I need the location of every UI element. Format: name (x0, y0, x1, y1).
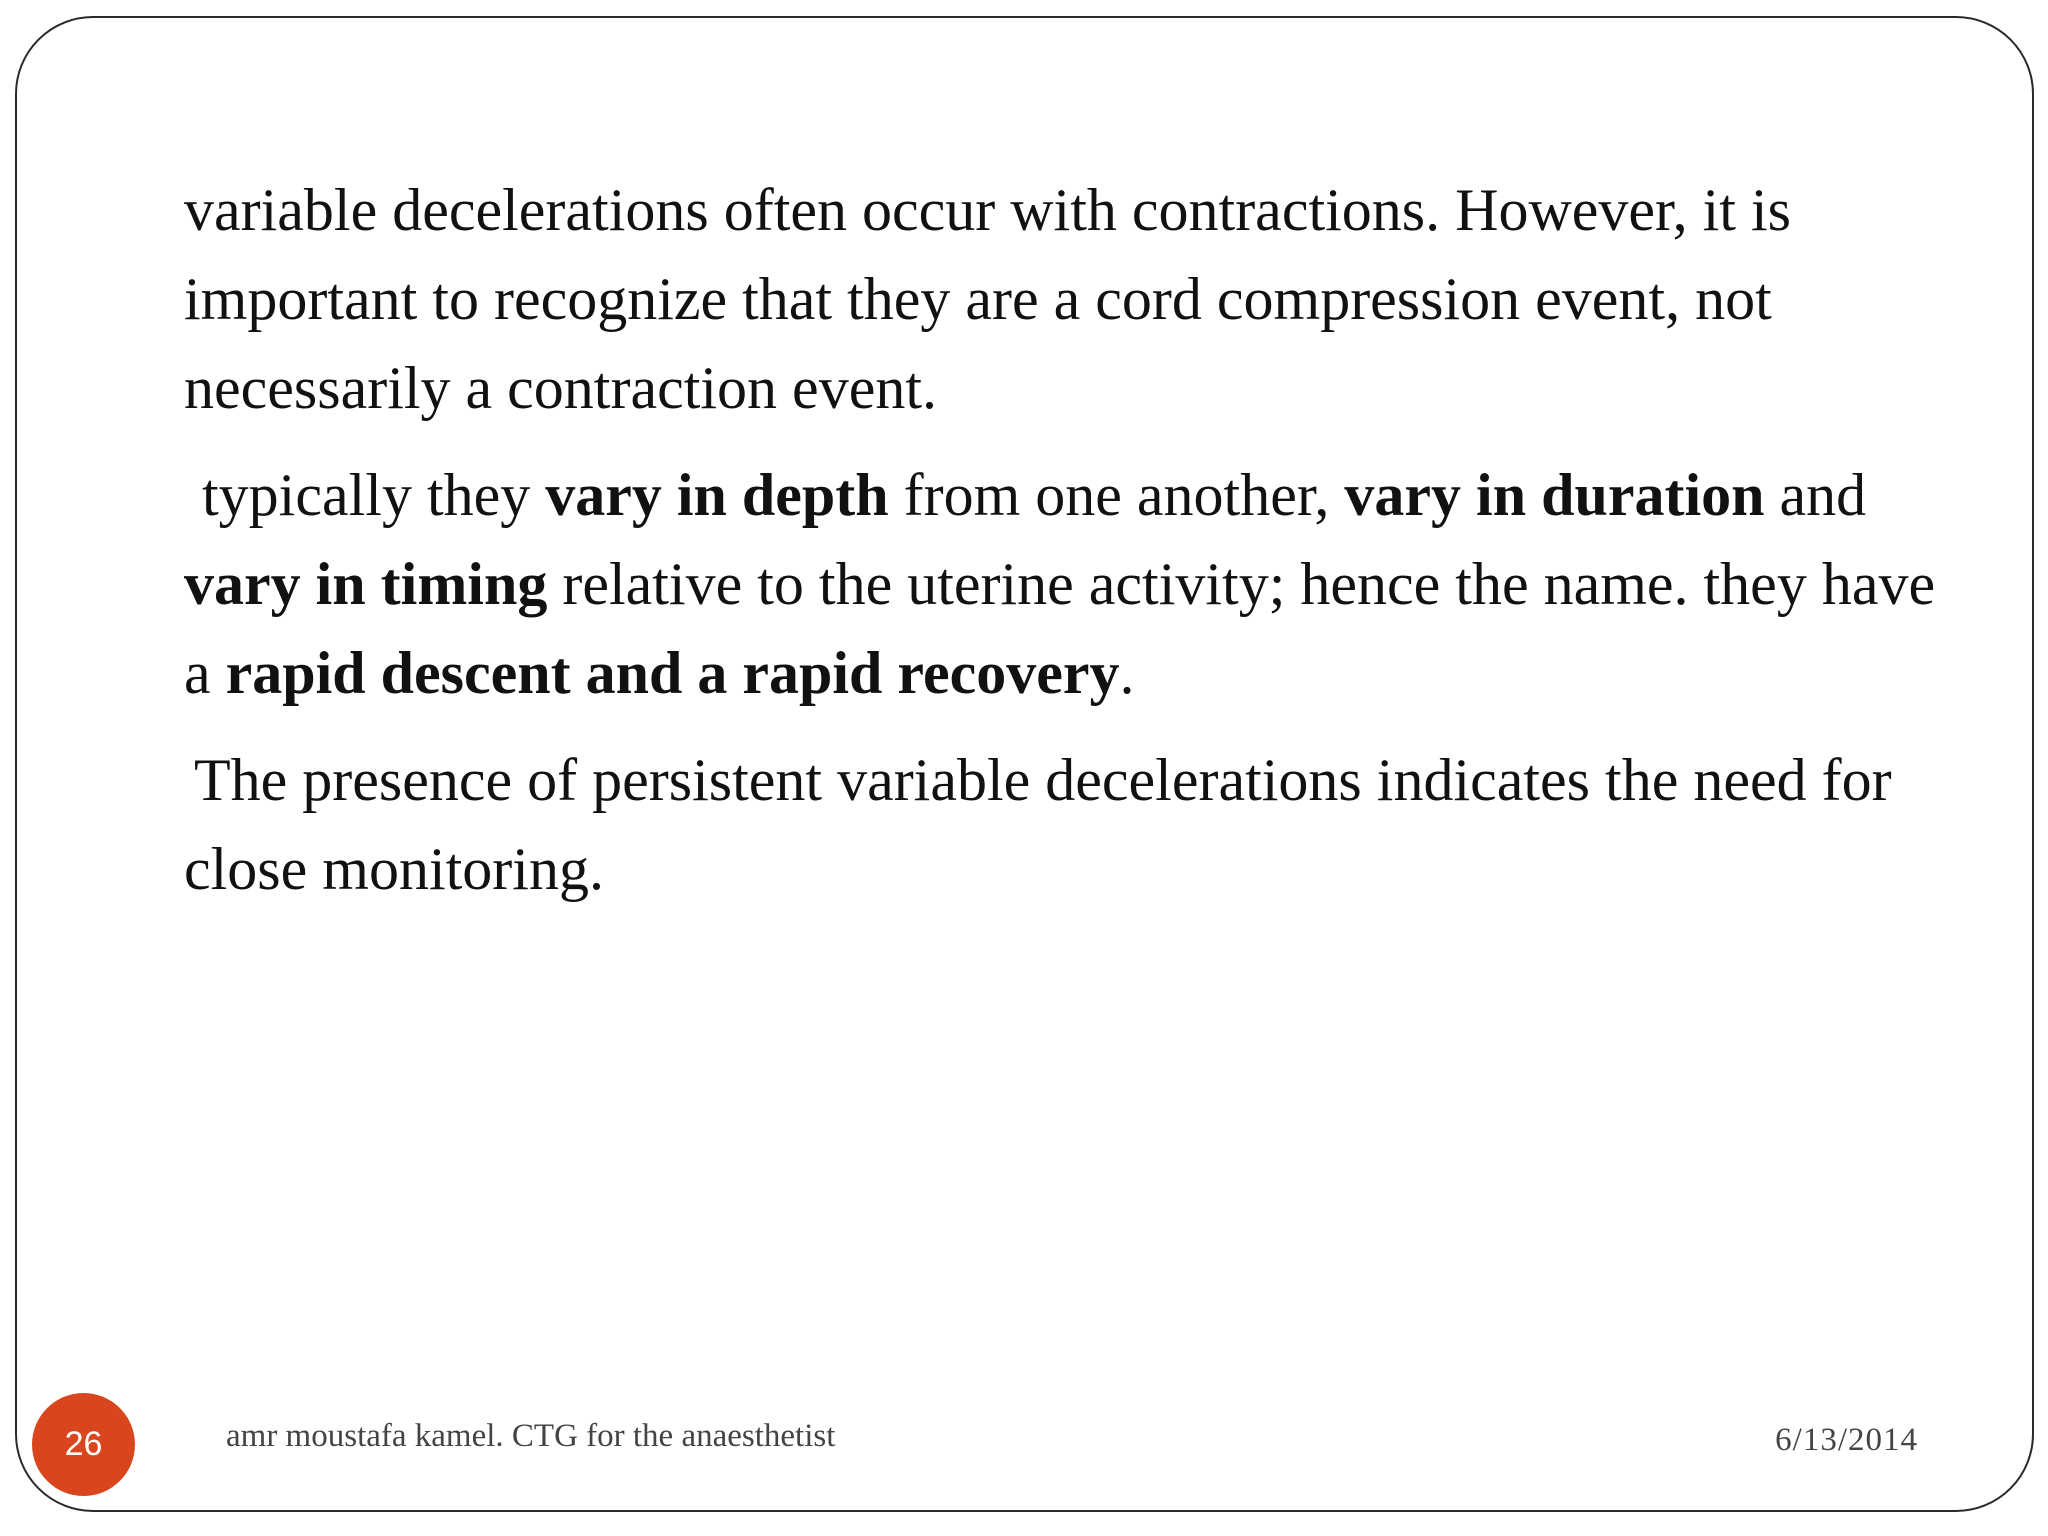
text-segment: from one another, (888, 462, 1345, 528)
paragraph-1 (184, 166, 1944, 433)
paragraph-2 (184, 451, 1944, 718)
page-number: 26 (64, 1425, 103, 1463)
bold-phrase: rapid descent and a rapid recovery (225, 640, 1120, 706)
text-segment: The presence of persistent variable decelerations indicates the need for close monitoring. (184, 747, 1892, 902)
slide-body (184, 166, 1944, 932)
text-segment: typically they (202, 462, 546, 528)
bold-phrase: vary in timing (184, 551, 548, 617)
text-segment: variable decelerations often occur with contractions. However, it is important to recognize that they are a cord compression event, not necessarily a contraction event. (184, 177, 1791, 421)
text-segment: and (1764, 462, 1867, 528)
text-segment: relative to the uterine activity; hence the name. they have a (184, 551, 1936, 706)
paragraph-3 (184, 736, 1944, 914)
bold-phrase: vary in depth (545, 462, 889, 528)
text-segment: . (1119, 640, 1135, 706)
footer-author-title: amr moustafa kamel. CTG for the anaesthetist (226, 1418, 836, 1454)
page-number-badge (32, 1393, 135, 1496)
footer-date: 6/13/2014 (1775, 1422, 1918, 1458)
bold-phrase: vary in duration (1344, 462, 1765, 528)
